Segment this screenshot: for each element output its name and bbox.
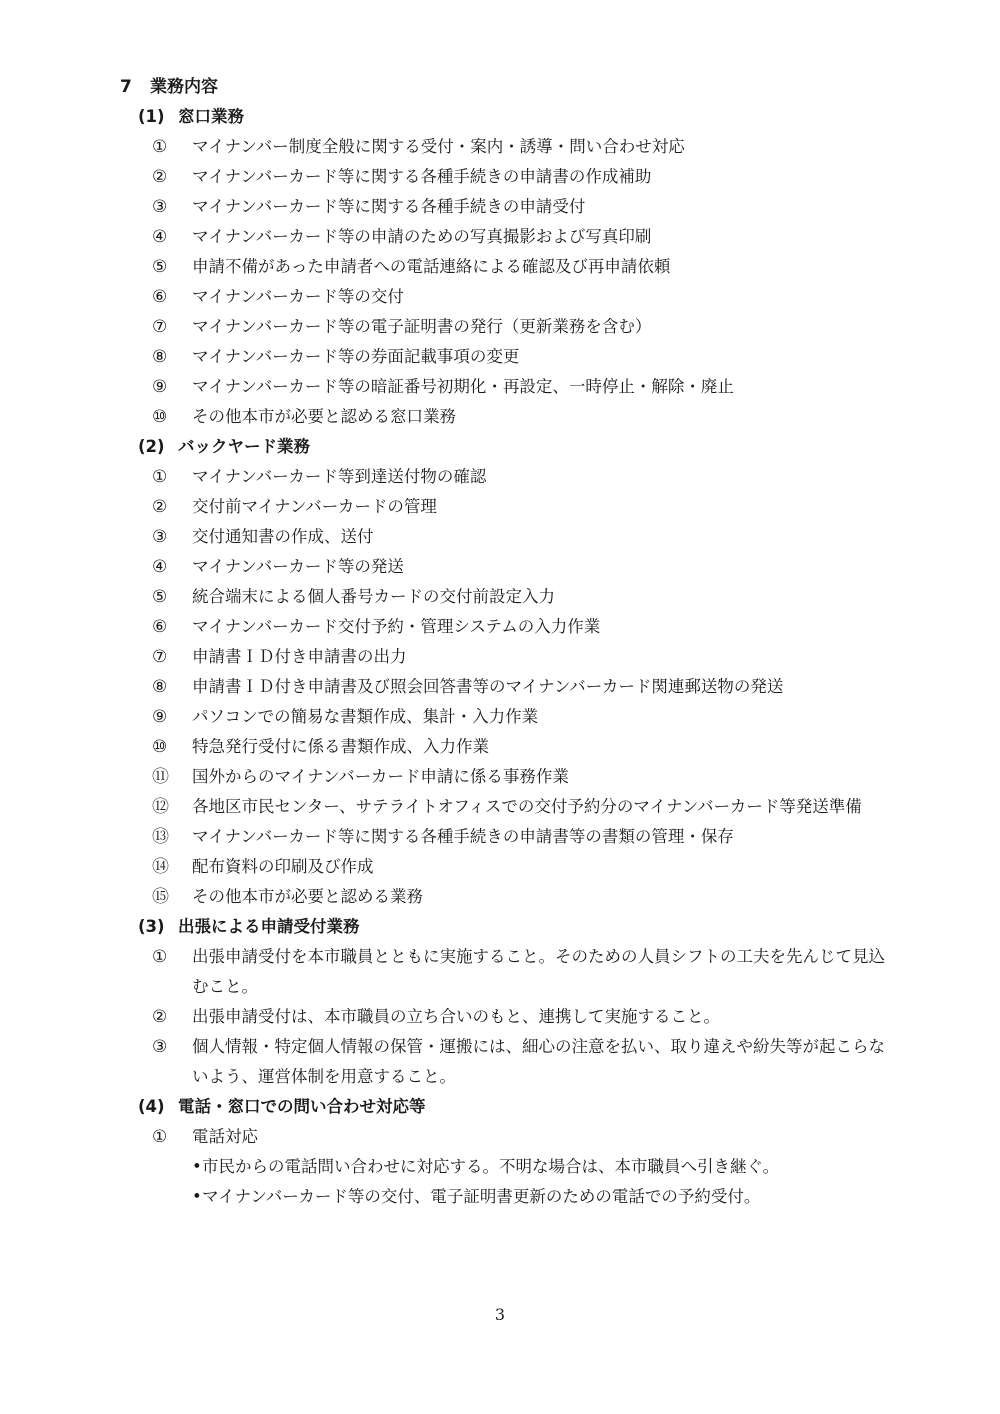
section-title xyxy=(120,1092,890,1122)
section-label: 出張による申請受付業務 xyxy=(178,917,360,936)
section-label: 窓口業務 xyxy=(178,107,244,126)
item-marker: ⑭ xyxy=(152,857,169,877)
item-text: マイナンバーカード等の発送 xyxy=(192,557,404,576)
item-marker: ⑦ xyxy=(152,317,168,337)
item-marker: ① xyxy=(152,947,168,967)
chapter-heading xyxy=(120,72,890,102)
section-label: バックヤード業務 xyxy=(178,437,310,456)
item-text: 出張申請受付を本市職員とともに実施すること。そのための人員シフトの工夫を先んじて見込むこと。 xyxy=(192,947,885,996)
item-marker: ⑥ xyxy=(152,287,168,307)
item-text: 特急発行受付に係る書類作成、入力作業 xyxy=(192,737,489,756)
list-item xyxy=(120,852,890,882)
item-text: 個人情報・特定個人情報の保管・運搬には、細心の注意を払い、取り違えや紛失等が起こらないよう、運営体制を用意すること。 xyxy=(192,1037,885,1086)
list-item xyxy=(120,192,890,222)
chapter-title: 業務内容 xyxy=(150,77,218,97)
item-marker: ⑨ xyxy=(152,707,168,727)
list-item xyxy=(120,1032,890,1092)
item-marker: ⑮ xyxy=(152,887,169,907)
list-item xyxy=(120,342,890,372)
item-marker: ⑧ xyxy=(152,347,168,367)
list-item xyxy=(120,702,890,732)
section-number: (3) xyxy=(138,917,165,936)
list-item xyxy=(120,1002,890,1032)
bullet-item xyxy=(120,1182,890,1212)
item-marker: ④ xyxy=(152,557,168,577)
item-marker: ① xyxy=(152,137,168,157)
item-marker: ③ xyxy=(152,527,168,547)
list-item xyxy=(120,492,890,522)
section-number: (4) xyxy=(138,1097,165,1116)
item-marker: ⑫ xyxy=(152,797,169,817)
list-item xyxy=(120,882,890,912)
section-number: (1) xyxy=(138,107,165,126)
item-marker: ① xyxy=(152,1127,168,1147)
item-text: 国外からのマイナンバーカード申請に係る事務作業 xyxy=(192,767,569,786)
item-marker: ③ xyxy=(152,197,168,217)
item-text: その他本市が必要と認める業務 xyxy=(192,887,423,906)
section-label: 電話・窓口での問い合わせ対応等 xyxy=(178,1097,426,1116)
item-text: マイナンバーカード等に関する各種手続きの申請書等の書類の管理・保存 xyxy=(192,827,734,846)
list-item xyxy=(120,252,890,282)
document-content xyxy=(120,72,890,1212)
item-text: 申請書ＩＤ付き申請書の出力 xyxy=(192,647,407,666)
list-item xyxy=(120,792,890,822)
item-text: 配布資料の印刷及び作成 xyxy=(192,857,374,876)
item-marker: ② xyxy=(152,167,168,187)
section-title xyxy=(120,102,890,132)
list-item xyxy=(120,1122,890,1152)
item-text: マイナンバーカード等の券面記載事項の変更 xyxy=(192,347,520,366)
item-text: マイナンバーカード等に関する各種手続きの申請書の作成補助 xyxy=(192,167,652,186)
list-item xyxy=(120,612,890,642)
item-text: 申請書ＩＤ付き申請書及び照会回答書等のマイナンバーカード関連郵送物の発送 xyxy=(192,677,784,696)
list-item xyxy=(120,942,890,1002)
item-marker: ⑩ xyxy=(152,737,168,757)
item-text: 交付通知書の作成、送付 xyxy=(192,527,374,546)
bullet-text: マイナンバーカード等の交付、電子証明書更新のための電話での予約受付。 xyxy=(202,1187,761,1206)
list-item xyxy=(120,822,890,852)
bullet-marker: • xyxy=(192,1157,202,1176)
item-marker: ④ xyxy=(152,227,168,247)
item-marker: ② xyxy=(152,497,168,517)
item-text: 電話対応 xyxy=(192,1127,258,1146)
list-item xyxy=(120,312,890,342)
list-item xyxy=(120,732,890,762)
list-item xyxy=(120,372,890,402)
list-item xyxy=(120,642,890,672)
item-text: マイナンバー制度全般に関する受付・案内・誘導・問い合わせ対応 xyxy=(192,137,685,156)
item-marker: ③ xyxy=(152,1037,168,1057)
item-text: マイナンバーカード交付予約・管理システムの入力作業 xyxy=(192,617,601,636)
section-title xyxy=(120,432,890,462)
section-title xyxy=(120,912,890,942)
item-text: 交付前マイナンバーカードの管理 xyxy=(192,497,437,516)
item-text: 申請不備があった申請者への電話連絡による確認及び再申請依頼 xyxy=(192,257,671,276)
item-marker: ⑨ xyxy=(152,377,168,397)
list-item xyxy=(120,162,890,192)
list-item xyxy=(120,552,890,582)
item-marker: ⑧ xyxy=(152,677,168,697)
page-number: 3 xyxy=(494,1305,506,1324)
item-marker: ⑩ xyxy=(152,407,168,427)
bullet-marker: • xyxy=(192,1187,202,1206)
list-item xyxy=(120,582,890,612)
item-marker: ⑤ xyxy=(152,587,168,607)
section-number: (2) xyxy=(138,437,165,456)
item-text: 出張申請受付は、本市職員の立ち合いのもと、連携して実施すること。 xyxy=(192,1007,720,1026)
list-item xyxy=(120,522,890,552)
list-item xyxy=(120,282,890,312)
item-text: マイナンバーカード等の暗証番号初期化・再設定、一時停止・解除・廃止 xyxy=(192,377,734,396)
list-item xyxy=(120,402,890,432)
item-text: その他本市が必要と認める窓口業務 xyxy=(192,407,456,426)
item-text: パソコンでの簡易な書類作成、集計・入力作業 xyxy=(192,707,539,726)
list-item xyxy=(120,672,890,702)
item-marker: ⑪ xyxy=(152,767,169,787)
item-text: マイナンバーカード等の申請のための写真撮影および写真印刷 xyxy=(192,227,652,246)
item-marker: ⑦ xyxy=(152,647,168,667)
item-marker: ⑥ xyxy=(152,617,168,637)
list-item xyxy=(120,462,890,492)
item-text: マイナンバーカード等到達送付物の確認 xyxy=(192,467,487,486)
item-text: マイナンバーカード等の交付 xyxy=(192,287,404,306)
bullet-text: 市民からの電話問い合わせに対応する。不明な場合は、本市職員へ引き継ぐ。 xyxy=(202,1157,780,1176)
item-marker: ① xyxy=(152,467,168,487)
item-text: 各地区市民センター、サテライトオフィスでの交付予約分のマイナンバーカード等発送準備 xyxy=(192,797,862,816)
item-marker: ② xyxy=(152,1007,168,1027)
item-marker: ⑬ xyxy=(152,827,169,847)
list-item xyxy=(120,132,890,162)
list-item xyxy=(120,222,890,252)
chapter-number: 7 xyxy=(120,77,132,97)
bullet-item xyxy=(120,1152,890,1182)
list-item xyxy=(120,762,890,792)
item-text: マイナンバーカード等に関する各種手続きの申請受付 xyxy=(192,197,586,216)
item-marker: ⑤ xyxy=(152,257,168,277)
item-text: 統合端末による個人番号カードの交付前設定入力 xyxy=(192,587,555,606)
item-text: マイナンバーカード等の電子証明書の発行（更新業務を含む） xyxy=(192,317,652,336)
